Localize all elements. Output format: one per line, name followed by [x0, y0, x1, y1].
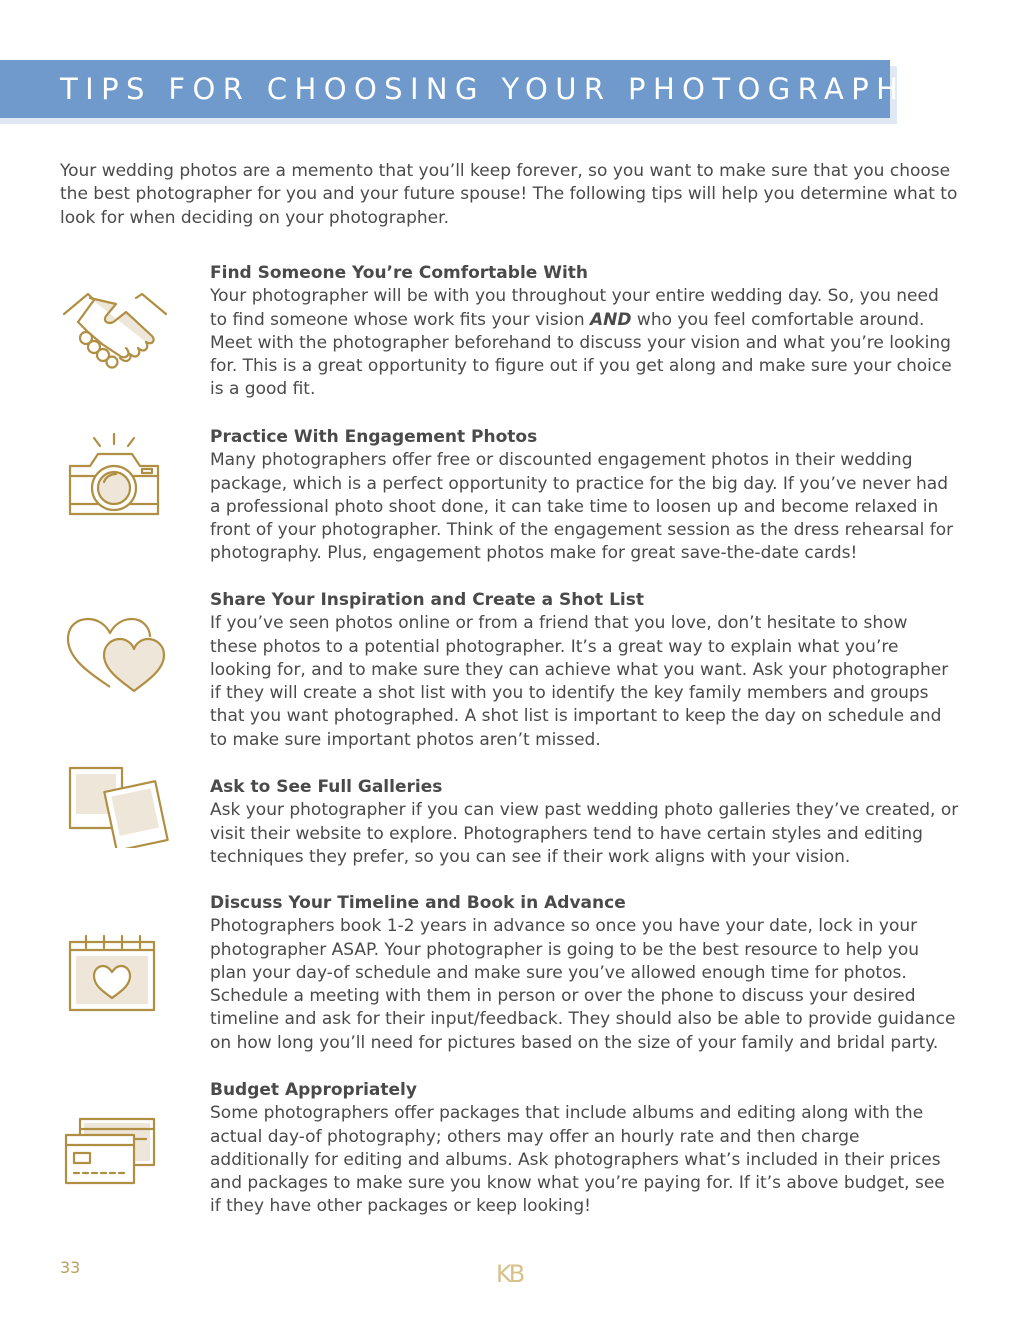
page-title: TIPS FOR CHOOSING YOUR PHOTOGRAPHER [60, 72, 959, 106]
tip-heading: Find Someone You’re Comfortable With [210, 263, 589, 283]
tip-body: Many photographers offer free or discounted engagement photos in their wedding package, which is a perfect opportunity to practice for the big day. If you’ve never had a professional photo shoot done, it can take time to loosen up and become relaxed in front of your photographer. Think of the engagement session as the dress rehearsal for photography. Plus, engagement photos make for great save-the-date cards! [210, 450, 954, 564]
photo-prints-icon [60, 764, 170, 848]
tip-heading: Budget Appropriately [210, 1080, 417, 1100]
tip-text [210, 776, 960, 869]
tip-heading: Ask to See Full Galleries [210, 777, 443, 797]
kb-logo: KB [496, 1260, 523, 1288]
tip-body: Some photographers offer packages that include albums and editing along with the actual day-of photography; others may offer an hourly rate and then charge additionally for editing and albums. Ask photographers what’s included in their prices and packages to make sure you know what you’re paying for. If it’s above budget, see if they have other packages or keep looking! [210, 1103, 945, 1217]
handshake-icon [60, 282, 170, 377]
tip-text [210, 262, 960, 402]
tip-body [210, 285, 960, 401]
intro-paragraph: Your wedding photos are a memento that you’ll keep forever, so you want to make sure that you choose the best photographer for you and your future spouse! The following tips will help you determine what to look for when deciding on your photographer. [60, 161, 958, 228]
hearts-icon [60, 615, 170, 695]
tip-body-text: Your photographer will be with you throughout your entire wedding day. So, you need to find someone whose work fits your vision [210, 286, 939, 330]
tip-text [210, 426, 960, 566]
calendar-heart-icon [60, 934, 170, 1016]
tip-body-text: who you feel comfortable around. Meet with the photographer beforehand to discuss your vision and what you’re looking for. This is a great opportunity to figure out if you get along and make sure your choice is a good fit. [210, 309, 952, 400]
tip-text [210, 1079, 960, 1219]
page-number: 33 [60, 1258, 81, 1277]
camera-icon [60, 432, 170, 522]
credit-cards-icon [60, 1115, 170, 1191]
tip-body: Ask your photographer if you can view past wedding photo galleries they’ve created, or visit their website to explore. Photographers tend to have certain styles and editing techniques they prefer, so you can see if their work aligns with your vision. [210, 800, 959, 867]
tip-heading: Share Your Inspiration and Create a Shot List [210, 590, 644, 610]
tip-text [210, 589, 960, 752]
tip-body: If you’ve seen photos online or from a friend that you love, don’t hesitate to show these photos to a potential photographer. It’s a great way to explain what you’re looking for, and to make sure they can achieve what you want. Ask your photographer if they will create a shot list with you to identify the key family members and groups that you want photographed. A shot list is important to keep the day on schedule and to make sure important photos aren’t missed. [210, 613, 949, 750]
tip-body-emphasis: AND [590, 309, 632, 330]
tip-heading: Practice With Engagement Photos [210, 427, 538, 447]
tip-heading: Discuss Your Timeline and Book in Advance [210, 893, 626, 913]
tip-body: Photographers book 1-2 years in advance so once you have your date, lock in your photographer ASAP. Your photographer is going to be the best resource to help you plan your day-of schedule and make sure you’ve allowed enough time for photos. Schedule a meeting with them in person or over the phone to discuss your desired timeline and ask for their input/feedback. They should also be able to provide guidance on how long you’ll need for pictures based on the size of your family and bridal party. [210, 916, 956, 1053]
tip-text [210, 892, 960, 1055]
